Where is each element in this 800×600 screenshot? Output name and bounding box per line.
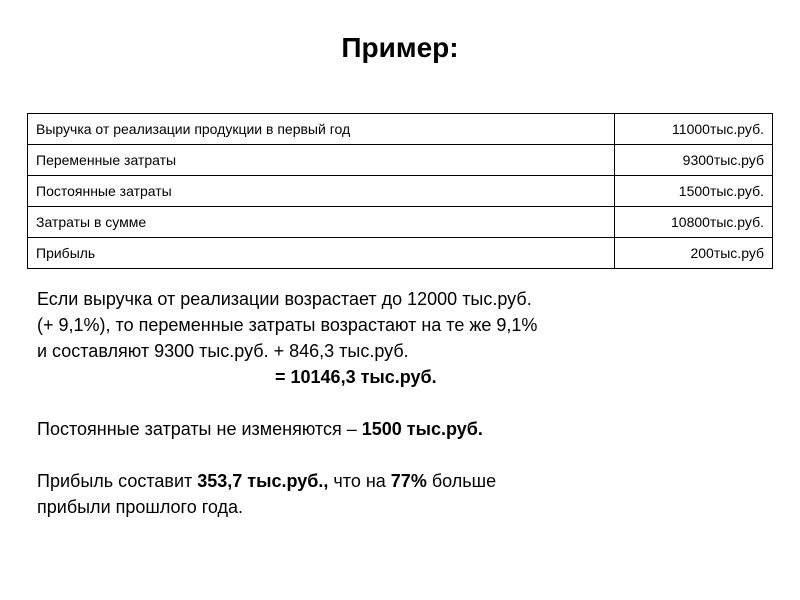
text-line	[37, 416, 777, 442]
data-table	[27, 113, 773, 269]
profit-text-prefix: Прибыль составит	[37, 471, 198, 491]
row-value: 1500тыс.руб.	[615, 176, 773, 207]
fixed-costs-text: Постоянные затраты не изменяются –	[37, 419, 362, 439]
table-row	[28, 176, 773, 207]
explanation-text	[37, 286, 777, 520]
text-line: прибыли прошлого года.	[37, 497, 244, 517]
table-row	[28, 145, 773, 176]
text-line	[37, 468, 777, 494]
row-label: Переменные затраты	[28, 145, 615, 176]
profit-value: 353,7 тыс.руб.,	[197, 471, 329, 491]
row-value: 10800тыс.руб.	[615, 207, 773, 238]
table-row	[28, 238, 773, 269]
row-label: Прибыль	[28, 238, 615, 269]
row-label: Затраты в сумме	[28, 207, 615, 238]
text-line: и составляют 9300 тыс.руб. + 846,3 тыс.руб.	[37, 341, 409, 361]
row-label: Постоянные затраты	[28, 176, 615, 207]
table-row	[28, 207, 773, 238]
result-value: = 10146,3 тыс.руб.	[275, 367, 437, 387]
profit-text-suffix: больше	[426, 471, 497, 491]
text-line: (+ 9,1%), то переменные затраты возрастают на те же 9,1%	[37, 315, 538, 335]
page-title: Пример:	[341, 32, 459, 63]
result-line	[37, 364, 777, 390]
profit-text-mid: что на	[328, 471, 391, 491]
row-value: 200тыс.руб	[615, 238, 773, 269]
row-value: 11000тыс.руб.	[615, 114, 773, 145]
profit-percent: 77%	[390, 471, 427, 491]
row-value: 9300тыс.руб	[615, 145, 773, 176]
row-label: Выручка от реализации продукции в первый год	[28, 114, 615, 145]
fixed-costs-value: 1500 тыс.руб.	[361, 419, 483, 439]
text-line: Если выручка от реализации возрастает до 12000 тыс.руб.	[37, 289, 532, 309]
table-row	[28, 114, 773, 145]
